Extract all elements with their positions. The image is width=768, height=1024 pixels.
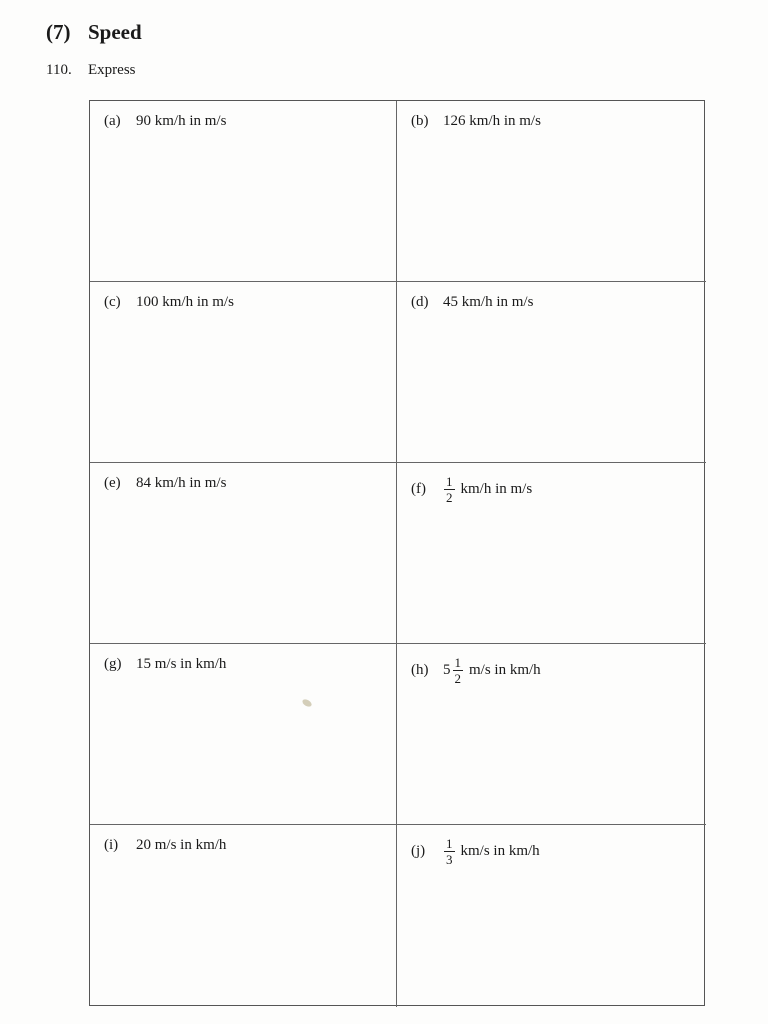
answer-cell[interactable] xyxy=(397,825,706,1007)
part-text: 84 km/h in m/s xyxy=(136,475,227,491)
question-prompt xyxy=(46,62,136,79)
cell-prompt xyxy=(104,656,226,673)
part-text: 90 km/h in m/s xyxy=(136,113,227,129)
answer-cell[interactable] xyxy=(90,282,397,463)
answer-cell[interactable] xyxy=(397,463,706,644)
cell-prompt xyxy=(411,475,532,504)
fraction xyxy=(444,475,455,504)
answer-cell[interactable] xyxy=(397,282,706,463)
answer-cell[interactable] xyxy=(90,101,397,282)
part-text: km/h in m/s xyxy=(460,481,533,497)
cell-prompt xyxy=(411,113,541,130)
part-text: m/s in km/h xyxy=(469,662,541,678)
part-text: 126 km/h in m/s xyxy=(443,113,541,129)
cell-prompt xyxy=(411,837,540,866)
part-label: (g) xyxy=(104,656,122,672)
part-label: (a) xyxy=(104,113,121,129)
part-text: km/s in km/h xyxy=(460,843,540,859)
part-text: 20 m/s in km/h xyxy=(136,837,227,853)
part-label: (e) xyxy=(104,475,121,491)
fraction-numerator: 1 xyxy=(454,655,461,670)
fraction-denominator: 2 xyxy=(454,671,461,686)
fraction-denominator: 2 xyxy=(446,490,453,505)
cell-prompt xyxy=(104,113,226,130)
cell-prompt xyxy=(104,837,226,854)
cell-prompt xyxy=(411,294,533,311)
section-number: (7) xyxy=(46,20,71,44)
answer-cell[interactable] xyxy=(90,825,397,1007)
section-title: Speed xyxy=(88,20,142,44)
cell-prompt xyxy=(411,656,541,685)
part-text: 45 km/h in m/s xyxy=(443,294,534,310)
section-heading xyxy=(46,20,142,45)
cell-prompt xyxy=(104,294,234,311)
fraction xyxy=(444,837,455,866)
part-text: 15 m/s in km/h xyxy=(136,656,227,672)
part-label: (d) xyxy=(411,294,429,310)
part-label: (f) xyxy=(411,481,426,497)
part-label: (j) xyxy=(411,843,426,859)
answer-cell[interactable] xyxy=(90,644,397,825)
answer-grid xyxy=(89,100,705,1006)
fraction-numerator: 1 xyxy=(446,474,453,489)
answer-cell[interactable] xyxy=(90,463,397,644)
fraction-numerator: 1 xyxy=(446,836,453,851)
part-label: (c) xyxy=(104,294,121,310)
part-label: (i) xyxy=(104,837,119,853)
answer-cell[interactable] xyxy=(397,101,706,282)
cell-prompt xyxy=(104,475,226,492)
question-number: 110. xyxy=(46,62,72,78)
fraction xyxy=(453,656,464,685)
answer-cell[interactable] xyxy=(397,644,706,825)
whole-number: 5 xyxy=(443,662,451,678)
part-label: (b) xyxy=(411,113,429,129)
question-text: Express xyxy=(88,62,136,78)
fraction-denominator: 3 xyxy=(446,852,453,867)
part-label: (h) xyxy=(411,662,429,678)
part-text: 100 km/h in m/s xyxy=(136,294,234,310)
